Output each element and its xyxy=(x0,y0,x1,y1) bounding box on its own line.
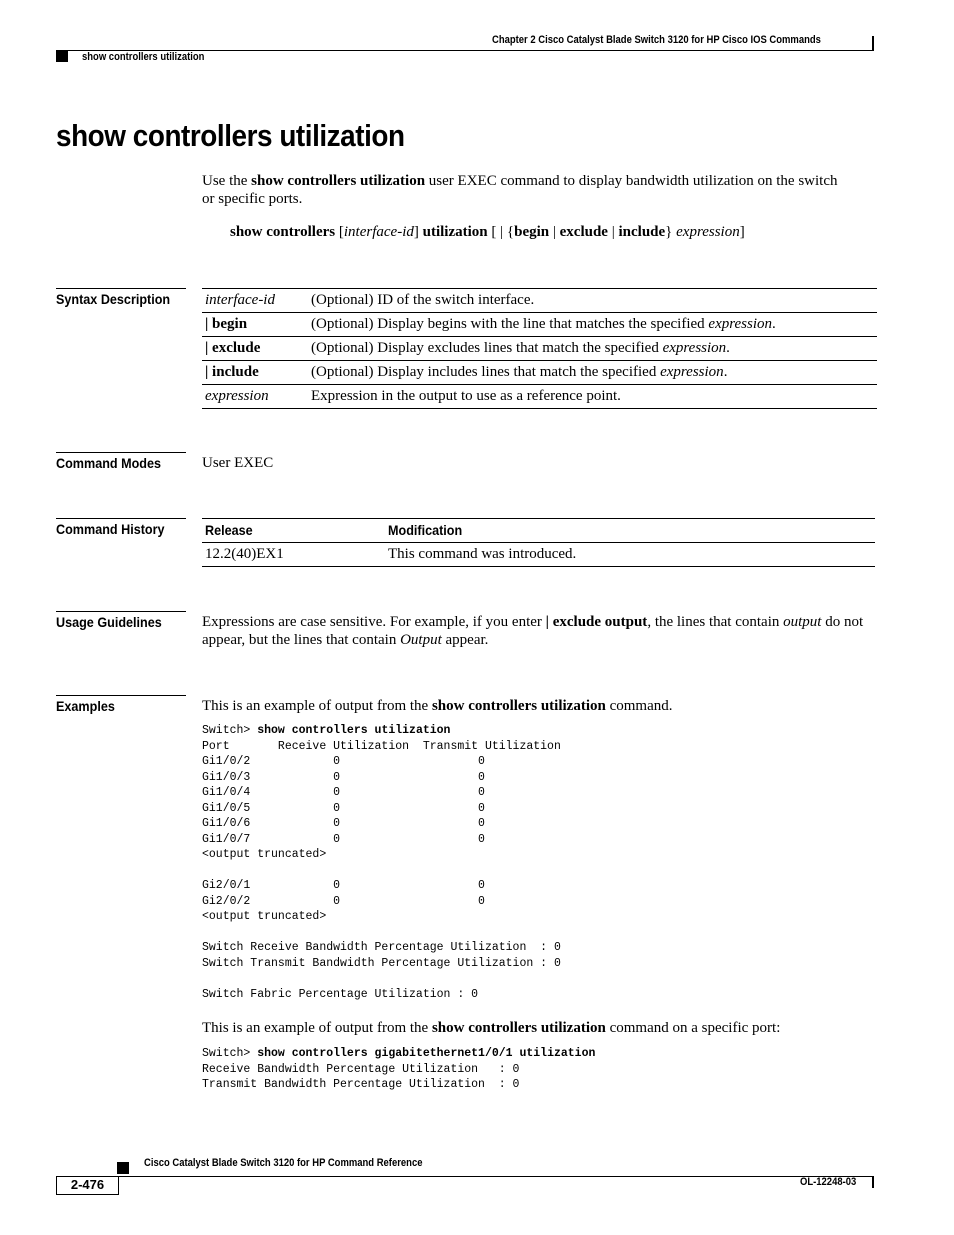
code-command: show controllers utilization xyxy=(257,724,451,737)
syntax-term: interface-id xyxy=(202,289,308,313)
example-intro-1: This is an example of output from the show controllers utilization command. xyxy=(202,698,673,714)
syntax-term: | begin xyxy=(202,313,308,337)
table-row xyxy=(202,313,877,337)
code-command: show controllers gigabitethernet1/0/1 utilization xyxy=(257,1047,596,1060)
code-prompt: Switch> xyxy=(202,724,258,737)
syntax-term: | include xyxy=(202,361,308,385)
table-row xyxy=(202,543,875,567)
running-header-chapter: Chapter 2 Cisco Catalyst Blade Switch 3120 for HP Cisco IOS Commands xyxy=(492,34,821,46)
running-header-section: show controllers utilization xyxy=(82,51,205,63)
footer-book-title: Cisco Catalyst Blade Switch 3120 for HP Command Reference xyxy=(144,1157,423,1169)
page-title: show controllers utilization xyxy=(56,118,405,153)
column-header-release: Release xyxy=(202,519,385,543)
table-header-row xyxy=(202,519,875,543)
command-syntax: show controllers [interface-id] utilization [ | {begin | exclude | include} expression] xyxy=(230,224,745,240)
footer-bar xyxy=(872,1176,874,1188)
section-heading-syntax-description: Syntax Description xyxy=(56,288,186,307)
usage-paragraph: Expressions are case sensitive. For example, if you enter | exclude output, the lines that contain output do not appear, but the lines that contain Output appear. xyxy=(202,614,864,648)
code-block-2 xyxy=(202,1046,595,1093)
footer-square-marker xyxy=(117,1162,129,1174)
table-row xyxy=(202,385,877,409)
document-id: OL-12248-03 xyxy=(800,1176,857,1188)
header-square-marker xyxy=(56,51,68,62)
table-row xyxy=(202,337,877,361)
code-prompt: Switch> xyxy=(202,1047,258,1060)
section-heading-examples: Examples xyxy=(56,695,186,714)
table-row xyxy=(202,361,877,385)
code-output: Receive Bandwidth Percentage Utilization : 0 Transmit Bandwidth Percentage Utilization : 0 xyxy=(202,1062,520,1091)
example-intro-2: This is an example of output from the show controllers utilization command on a specific port: xyxy=(202,1020,781,1036)
footer-rule xyxy=(56,1176,874,1177)
column-header-modification: Modification xyxy=(385,519,875,543)
header-bar xyxy=(872,36,874,50)
code-output: Port Receive Utilization Transmit Utilization Gi1/0/2 0 0 Gi1/0/3 0 0 Gi1/0/4 0 0 Gi1/0/5 0 0 Gi1/0/6 0 0 Gi1/0/7 0 0 <output truncated> Gi2/0/1 0 0 Gi2/0/2 0 0 <output truncated> Switch Receive Bandwidth Percentage Utilization : 0 Switch Transmit Bandwidth Percentage Utilization : 0 Switch Fabric Percentage Utilization : 0 xyxy=(202,739,561,1001)
syntax-term: expression xyxy=(202,385,308,409)
syntax-description-table xyxy=(202,288,877,409)
syntax-desc: (Optional) Display excludes lines that match the specified expression. xyxy=(308,337,877,361)
syntax-desc: (Optional) ID of the switch interface. xyxy=(308,289,877,313)
syntax-desc: (Optional) Display begins with the line that matches the specified expression. xyxy=(308,313,877,337)
section-heading-usage-guidelines: Usage Guidelines xyxy=(56,611,186,630)
section-heading-command-modes: Command Modes xyxy=(56,452,186,471)
syntax-term: | exclude xyxy=(202,337,308,361)
command-history-table xyxy=(202,518,875,567)
syntax-desc: Expression in the output to use as a reference point. xyxy=(308,385,877,409)
syntax-desc: (Optional) Display includes lines that match the specified expression. xyxy=(308,361,877,385)
page-number: 2-476 xyxy=(56,1176,119,1195)
table-row xyxy=(202,289,877,313)
section-heading-command-history: Command History xyxy=(56,518,186,537)
history-release: 12.2(40)EX1 xyxy=(202,543,385,567)
history-modification: This command was introduced. xyxy=(385,543,875,567)
intro-paragraph: Use the show controllers utilization user EXEC command to display bandwidth utilization on the switch or specific ports. xyxy=(202,173,838,207)
code-block-1 xyxy=(202,723,561,1002)
command-modes-value: User EXEC xyxy=(202,455,274,471)
